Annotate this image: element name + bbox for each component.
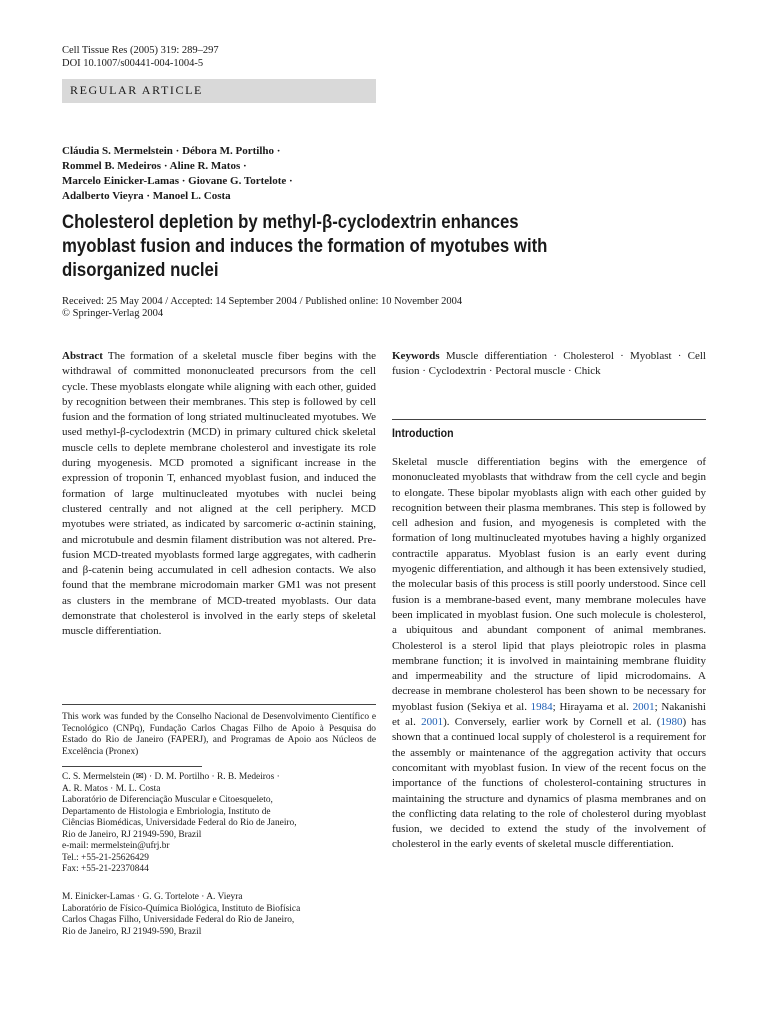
keywords-section: [392, 349, 706, 380]
abstract-label: Abstract: [62, 350, 103, 362]
abstract-section: [62, 349, 376, 640]
citation-link[interactable]: 2001: [421, 716, 444, 729]
affiliation-line: Laboratório de Diferenciação Muscular e Citoesqueleto,: [62, 795, 273, 805]
intro-text: ) has shown that a continued local supply of cholesterol is a requirement for the assembly or maintenance of the aggregation activity that occurs concomitant with myoblast fusion. In view of the recent focus on the importance of the functions of cholesterol-containing structures in maintaining the structure and dynamics of plasma membranes and on the conflicting data relating to the role of cholesterol during myoblast fusion, we decided to extend the study of the involvement of cholesterol in the early events of skeletal muscle differentiation.: [392, 716, 707, 851]
article-title: [62, 210, 630, 282]
article-type-banner: [62, 79, 376, 103]
dates-line: Received: 25 May 2004 / Accepted: 14 September 2004 / Published online: 10 November 2004: [62, 296, 463, 307]
author-line: Adalberto Vieyra · Manoel L. Costa: [62, 190, 231, 202]
introduction-heading: Introduction: [392, 426, 454, 440]
title-line: disorganized nuclei: [62, 259, 219, 281]
affiliation-line: Carlos Chagas Filho, Universidade Federal do Rio de Janeiro,: [62, 915, 295, 925]
affiliation-line: M. Einicker-Lamas · G. G. Tortelote · A. Vieyra: [62, 892, 243, 902]
affiliation-line: A. R. Matos · M. L. Costa: [62, 783, 161, 794]
title-line: myoblast fusion and induces the formation of myotubes with: [62, 235, 548, 257]
affiliation-line: Rio de Janeiro, RJ 21949-590, Brazil: [62, 829, 202, 840]
affiliation-line: Rio de Janeiro, RJ 21949-590, Brazil: [62, 926, 202, 937]
intro-text: Skeletal muscle differentiation begins with the emergence of mononucleated myoblasts that withdraw from the cell cycle and begin to elongate. These bipolar myoblasts align with each other guided by recognition between their plasma membranes. This step is followed by cell adhesion and fusion, and myogenesis is completed with the formation of long multinucleated myotubes having a highly organized contractile apparatus. Myoblast fusion is an early event during myogenic differentiation, and although it has been extensively studied, the molecular basis of this process is still poorly understood. Since cell fusion is a membrane-based event, many membrane molecules have been implicated in myoblast fusion. One such molecule is cholesterol, a ubiquitous and abundant component of animal membranes. Cholesterol is a sterol lipid that plays pleiotropic roles in plasma membrane function; it is involved in maintaining membrane fluidity and impermeability and the structure of lipid microdomains. A decrease in membrane cholesterol has been shown to be necessary for myoblast fusion (Sekiya et al.: [392, 456, 706, 713]
doi: DOI 10.1007/s00441-004-1004-5: [62, 58, 204, 69]
author-line: Marcelo Einicker-Lamas · Giovane G. Tortelote ·: [62, 175, 293, 187]
article-type-label: REGULAR ARTICLE: [70, 83, 203, 97]
citation-link[interactable]: 2001: [632, 700, 655, 713]
affiliation-line: Laboratório de Físico-Química Biológica, Instituto de Biofísica: [62, 903, 301, 914]
author-line: Rommel B. Medeiros · Aline R. Matos ·: [62, 160, 247, 172]
author-line: Cláudia S. Mermelstein · Débora M. Portilho ·: [62, 145, 281, 157]
phone-line: Tel.: +55-21-25626429: [62, 852, 149, 863]
journal-info: [62, 44, 219, 70]
journal-citation: Cell Tissue Res (2005) 319: 289–297: [62, 45, 219, 56]
abstract-text: The formation of a skeletal muscle fiber begins with the withdrawal of committed mononucleated precursors from the cell cycle. These myoblasts elongate while aligning with each other, guided by recognition between their membranes. This step is followed by cell fusion and the formation of long striated multinucleated myotubes. We used methyl-β-cyclodextrin (MCD) in primary cultured chick skeletal muscle cells to deplete membrane cholesterol and investigate its role during myogenesis. MCD promoted a significant increase in the expression of troponin T, enhanced myoblast fusion, and induced the formation of large multinucleated myotubes with nuclei being clustered centrally and not aligned at the cell periphery. MCD myotubes were striated, as indicated by sarcomeric α-actinin staining, and microtubule and desmin filament distribution was not altered. Pre-fusion MCD-treated myoblasts formed large aggregates, with cadherin and β-catenin being accumulated in cell adhesion contacts. We also found that the membrane microdomain marker GM1 was not present as clusters in the membrane of MCD-treated myoblasts. Our data demonstrate that cholesterol is involved in the early steps of skeletal muscle differentiation.: [62, 350, 376, 638]
affiliation-block: [62, 772, 376, 876]
citation-link[interactable]: 1980: [660, 716, 683, 729]
email-line[interactable]: e-mail: mermelstein@ufrj.br: [62, 841, 170, 851]
author-list: [62, 144, 402, 204]
fax-line: Fax: +55-21-22370844: [62, 864, 149, 874]
divider: [392, 419, 706, 420]
divider: [62, 766, 202, 767]
title-line: Cholesterol depletion by methyl-β-cyclodextrin enhances: [62, 211, 519, 233]
introduction-text: [392, 455, 706, 853]
intro-text: ; Hirayama et al.: [552, 700, 633, 713]
affiliation-line: Ciências Biomédicas, Universidade Federal do Rio de Janeiro,: [62, 818, 297, 828]
keywords-label: Keywords: [392, 350, 440, 362]
affiliation-line: Departamento de Histologia e Embriologia, Instituto de: [62, 806, 271, 817]
affiliation-line: C. S. Mermelstein (✉) · D. M. Portilho · R. B. Medeiros ·: [62, 772, 280, 782]
copyright-line: © Springer-Verlag 2004: [62, 308, 164, 319]
intro-text: ; Nakanishi et al.: [392, 700, 706, 729]
citation-link[interactable]: 1984: [530, 700, 553, 713]
keywords-text: Muscle differentiation · Cholesterol · Myoblast · Cell fusion · Cyclodextrin · Pectoral muscle · Chick: [392, 350, 706, 378]
publication-dates: [62, 296, 462, 320]
intro-text: ). Conversely, earlier work by Cornell et al. (: [443, 716, 661, 729]
affiliation-block: [62, 892, 376, 938]
funding-note: This work was funded by the Conselho Nacional de Desenvolvimento Científico e Tecnológico (CNPq), Fundação Carlos Chagas Filho de Apoio à Pesquisa do Estado do Rio de Janeiro (FAPERJ), and Programas de Apoio aos Núcleos de Excelência (Pronex): [62, 712, 376, 757]
divider: [62, 704, 376, 705]
